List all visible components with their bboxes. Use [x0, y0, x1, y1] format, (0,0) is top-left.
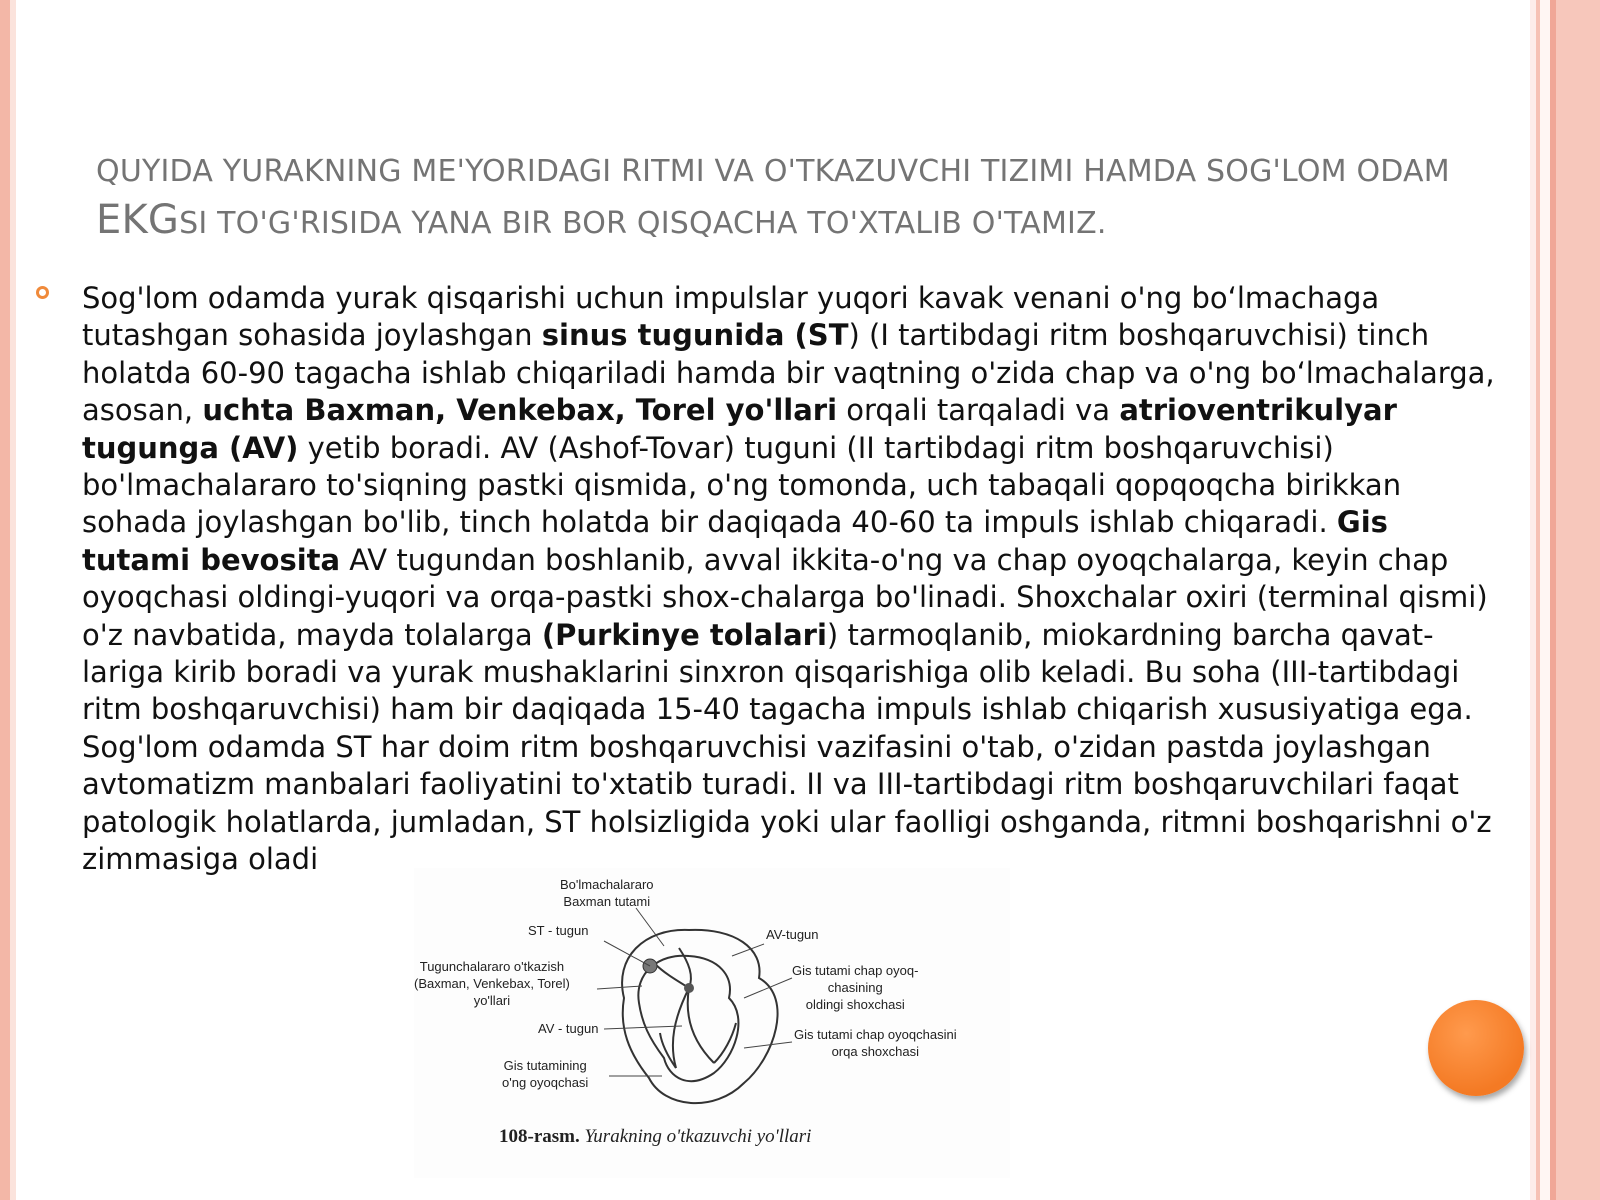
label-line: Baxman tutami	[563, 894, 651, 909]
title-part1: QUYIDA YURAKNING ME'YORIDAGI RITMI VA O'TKAZUVCHI TIZIMI HAMDA SOG'LOM ODAM	[96, 154, 1450, 189]
label-gis-chap-oldingi	[792, 962, 918, 1013]
body-paragraph	[82, 280, 1502, 879]
label-st-tugun: ST - tugun	[528, 923, 589, 938]
body-text: Sog'lom odamda yurak qisqarishi uchun impulslar yuqori kavak venani o'ng boʻlmachaga tutashgan sohasida joylashgan	[82, 281, 1380, 353]
label-line: Bo'lmachalararo	[560, 877, 654, 892]
label-line: yo'llari	[473, 993, 511, 1008]
caption-number: 108-rasm.	[499, 1126, 580, 1147]
body-bold: sinus tugunida (ST	[541, 318, 849, 353]
label-gis-ong	[502, 1057, 588, 1091]
title-big: EKG	[96, 197, 180, 243]
figure-caption	[499, 1126, 811, 1148]
bullet-icon	[36, 286, 49, 299]
label-av-tugun-top: AV-tugun	[766, 927, 819, 942]
label-line: chasining	[827, 980, 883, 995]
label-line: Gis tutamining	[503, 1058, 587, 1073]
label-line: oldingi shoxchasi	[805, 997, 905, 1012]
label-line: o'ng oyoqchasi	[502, 1075, 589, 1090]
orange-circle-decoration	[1428, 1000, 1524, 1096]
label-tugunchalararo	[414, 958, 570, 1009]
body-bold: Gis tutami bevosita	[82, 505, 1388, 577]
label-av-tugun-bottom: AV - tugun	[538, 1021, 599, 1036]
label-line: orqa shoxchasi	[831, 1044, 920, 1059]
body-text: orqali tarqaladi va	[837, 393, 1120, 428]
label-bolmachalararo	[560, 876, 654, 910]
body-text: AV tugundan boshlanib, avval ikkita-o'ng va chap oyoqchalarga, keyin chap oyoqchasi oldingi-yuqori va orqa-pastki shox-chalarga bo'linadi. Shoxchalar oxiri (terminal qismi) o'z navbatida, mayda tolalarga	[82, 542, 1488, 652]
label-line: Gis tutami chap oyoqchasini	[794, 1027, 957, 1042]
body-text: ) (I tartibdagi ritm boshqaruvchisi) tinch holatda 60-90 tagacha ishlab chiqariladi hamda bir vaqtning o'zida chap va o'ng boʻlmachalarga, asosan,	[82, 318, 1495, 428]
label-line: Gis tutami chap oyoq-	[792, 963, 919, 978]
body-bold: (Purkinye tolalari	[541, 617, 827, 652]
label-gis-chap-orqa	[794, 1026, 957, 1060]
heart-conduction-figure	[414, 868, 1010, 1178]
left-decorative-border	[0, 0, 16, 1200]
caption-text: Yurakning o'tkazuvchi yo'llari	[579, 1126, 812, 1147]
body-bold: uchta Baxman, Venkebax, Torel yo'llari	[202, 393, 838, 428]
label-line: (Baxman, Venkebax, Torel)	[414, 976, 570, 991]
body-text: ) tarmoqlanib, miokardning barcha qavat-lariga kirib boradi va yurak mushaklarini sinxron qisqarishiga olib keladi. Bu soha (III-tartibdagi ritm boshqaruvchisi) ham bir daqiqada 15-40 tagacha impuls ishlab chiqarish xususiyatiga ega. Sog'lom odamda ST har doim ritm boshqaruvchisi vazifasini o'tab, o'zidan pastda joylashgan avtomatizm manbalari faoliyatini to'xtatib turadi. II va III-tartibdagi ritm boshqaruvchilari faqat patologik holatlarda, jumladan, ST holsizligida yoki ular faolligi oshganda, ritmni boshqarishni o'z zimmasiga oladi	[82, 617, 1492, 877]
body-text: yetib boradi. AV (Ashof-Tovar) tuguni (II tartibdagi ritm boshqaruvchisi) bo'lmachalararo to'siqning pastki qismida, o'ng tomonda, uch tabaqali qopqoqcha birikkan sohada joylashgan bo'lib, tinch holatda bir daqiqada 40-60 ta impuls ishlab chiqaradi.	[82, 430, 1402, 540]
right-decorative-border	[1530, 0, 1600, 1200]
slide-title	[96, 148, 1456, 248]
body-bold: atrioventrikulyar tugunga (AV)	[82, 393, 1397, 465]
title-part2: SI TO'G'RISIDA YANA BIR BOR QISQACHA TO'XTALIB O'TAMIZ.	[179, 206, 1107, 241]
label-line: Tugunchalararo o'tkazish	[419, 959, 565, 974]
